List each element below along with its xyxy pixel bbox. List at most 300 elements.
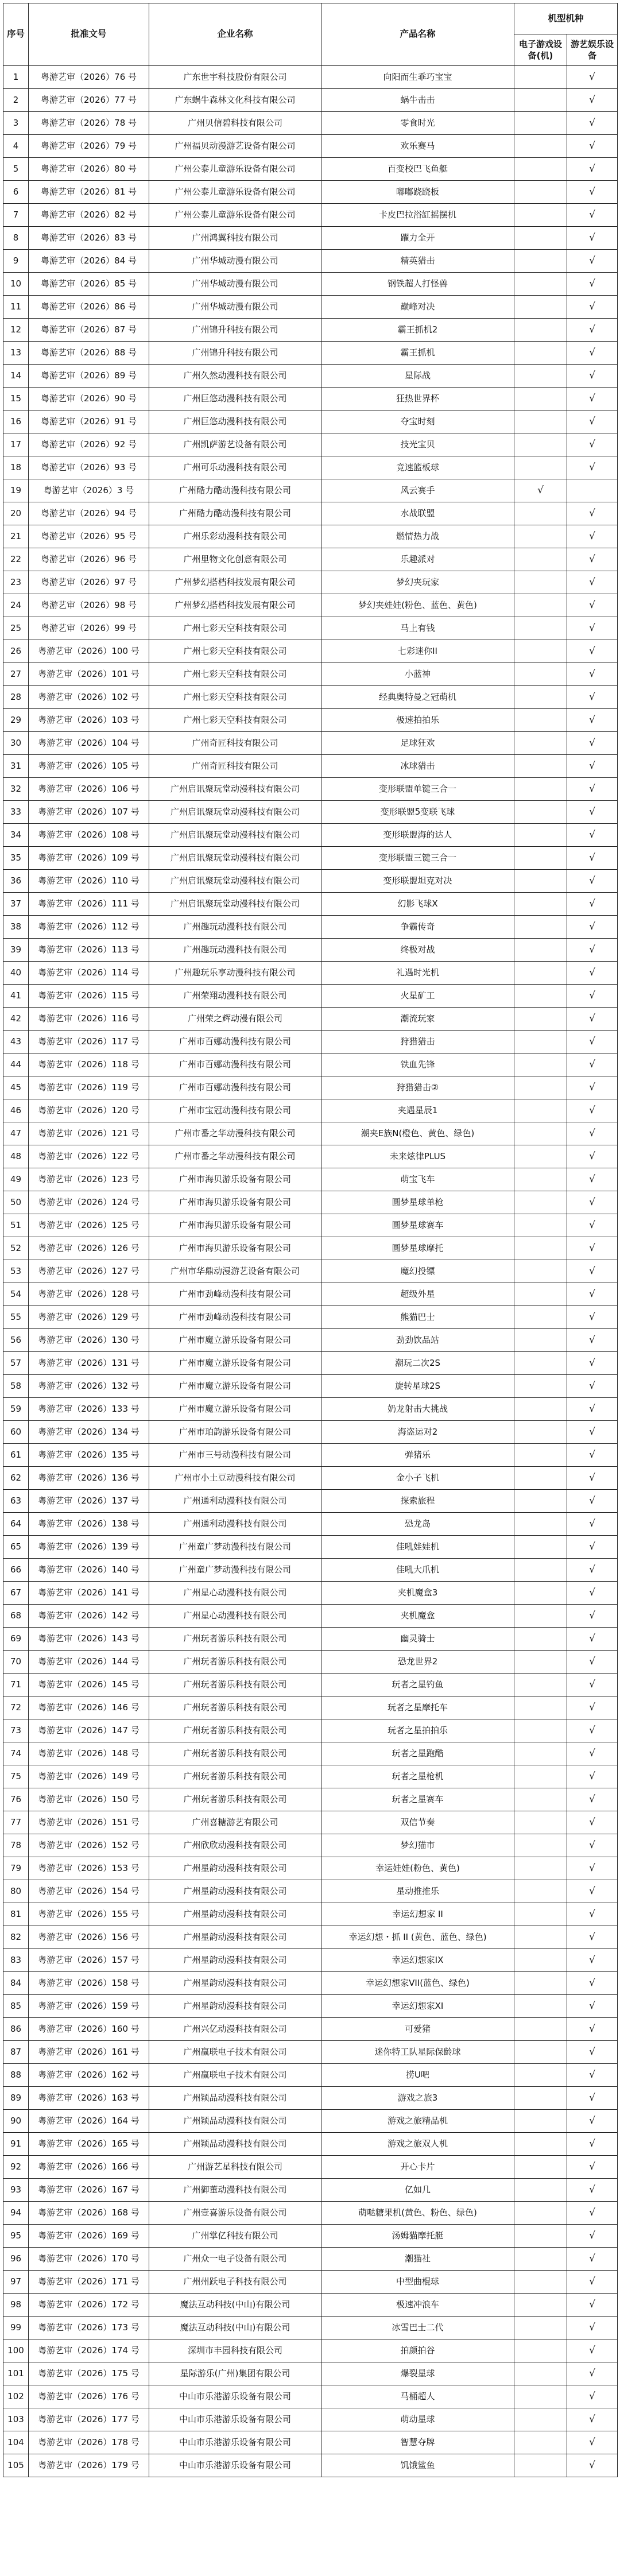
cell-product-name: 梦幻夹娃娃(粉色、蓝色、黄色) <box>321 594 514 617</box>
cell-company-name: 广州玩者游乐科技有限公司 <box>149 1651 321 1674</box>
table-row <box>3 1926 618 1949</box>
cell-approval-number: 粤游艺审（2026）126 号 <box>29 1237 149 1260</box>
table-row <box>3 112 618 135</box>
table-row <box>3 1352 618 1375</box>
cell-seq: 71 <box>3 1674 29 1696</box>
cell-approval-number: 粤游艺审（2026）143 号 <box>29 1628 149 1651</box>
cell-amusement-check: √ <box>567 1191 618 1214</box>
cell-product-name: 极速冲浪车 <box>321 2294 514 2317</box>
cell-seq: 61 <box>3 1444 29 1467</box>
cell-approval-number: 粤游艺审（2026）157 号 <box>29 1949 149 1972</box>
cell-electronic-check <box>514 2041 567 2064</box>
cell-seq: 11 <box>3 296 29 319</box>
cell-product-name: 旋转星球2S <box>321 1375 514 1398</box>
cell-amusement-check: √ <box>567 1972 618 1995</box>
table-row <box>3 273 618 296</box>
cell-seq: 15 <box>3 388 29 410</box>
cell-electronic-check <box>514 1903 567 1926</box>
cell-electronic-check <box>514 1536 567 1559</box>
cell-company-name: 广州久然动漫科技有限公司 <box>149 365 321 388</box>
cell-electronic-check <box>514 1490 567 1513</box>
cell-electronic-check <box>514 2110 567 2133</box>
table-row <box>3 2179 618 2202</box>
cell-approval-number: 粤游艺审（2026）89 号 <box>29 365 149 388</box>
cell-seq: 77 <box>3 1811 29 1834</box>
cell-electronic-check <box>514 1995 567 2018</box>
cell-approval-number: 粤游艺审（2026）128 号 <box>29 1283 149 1306</box>
table-row <box>3 2317 618 2339</box>
cell-product-name: 七彩迷你II <box>321 640 514 663</box>
cell-electronic-check <box>514 204 567 227</box>
header-amusement-device: 游艺娱乐设备 <box>567 34 618 66</box>
cell-amusement-check: √ <box>567 2179 618 2202</box>
cell-approval-number: 粤游艺审（2026）161 号 <box>29 2041 149 2064</box>
cell-product-name: 佳吼大爪机 <box>321 1559 514 1582</box>
cell-electronic-check <box>514 1008 567 1031</box>
cell-electronic-check <box>514 1605 567 1628</box>
cell-amusement-check: √ <box>567 2041 618 2064</box>
cell-seq: 81 <box>3 1903 29 1926</box>
table-row <box>3 1719 618 1742</box>
table-row <box>3 939 618 962</box>
cell-product-name: 玩者之星摩托车 <box>321 1696 514 1719</box>
cell-electronic-check <box>514 640 567 663</box>
cell-seq: 37 <box>3 893 29 916</box>
table-row <box>3 1559 618 1582</box>
table-row <box>3 847 618 870</box>
cell-electronic-check <box>514 158 567 181</box>
cell-seq: 46 <box>3 1099 29 1122</box>
cell-company-name: 广州酷力酷动漫科技有限公司 <box>149 479 321 502</box>
cell-electronic-check <box>514 1260 567 1283</box>
cell-seq: 104 <box>3 2431 29 2454</box>
cell-company-name: 广州星韵动漫科技有限公司 <box>149 1972 321 1995</box>
cell-electronic-check <box>514 1122 567 1145</box>
table-row <box>3 2271 618 2294</box>
cell-company-name: 广州鸿翼科技有限公司 <box>149 227 321 250</box>
cell-approval-number: 粤游艺审（2026）175 号 <box>29 2362 149 2385</box>
cell-seq: 53 <box>3 1260 29 1283</box>
cell-amusement-check: √ <box>567 1490 618 1513</box>
cell-product-name: 夹机魔盒3 <box>321 1582 514 1605</box>
cell-amusement-check: √ <box>567 1995 618 2018</box>
cell-company-name: 广州奇匠科技有限公司 <box>149 755 321 778</box>
cell-product-name: 星动推推乐 <box>321 1880 514 1903</box>
table-row <box>3 410 618 433</box>
cell-approval-number: 粤游艺审（2026）93 号 <box>29 456 149 479</box>
cell-company-name: 广东世宇科技股份有限公司 <box>149 66 321 89</box>
cell-amusement-check: √ <box>567 2408 618 2431</box>
cell-amusement-check: √ <box>567 1811 618 1834</box>
table-row <box>3 2041 618 2064</box>
cell-company-name: 广州市魔立游乐设备有限公司 <box>149 1352 321 1375</box>
table-row <box>3 296 618 319</box>
table-row <box>3 456 618 479</box>
cell-product-name: 圆梦星球摩托 <box>321 1237 514 1260</box>
cell-amusement-check: √ <box>567 1145 618 1168</box>
cell-company-name: 广州玩者游乐科技有限公司 <box>149 1696 321 1719</box>
cell-approval-number: 粤游艺审（2026）163 号 <box>29 2087 149 2110</box>
cell-company-name: 广州欣欣动漫科技有限公司 <box>149 1834 321 1857</box>
cell-company-name: 广州七彩天空科技有限公司 <box>149 663 321 686</box>
cell-amusement-check: √ <box>567 1949 618 1972</box>
cell-product-name: 变形联盟三键三合一 <box>321 847 514 870</box>
cell-seq: 62 <box>3 1467 29 1490</box>
cell-company-name: 广州童广梦动漫科技有限公司 <box>149 1559 321 1582</box>
cell-seq: 8 <box>3 227 29 250</box>
table-row <box>3 686 618 709</box>
cell-company-name: 广州众一电子设备有限公司 <box>149 2248 321 2271</box>
cell-approval-number: 粤游艺审（2026）170 号 <box>29 2248 149 2271</box>
table-row <box>3 663 618 686</box>
cell-product-name: 奶龙射击大挑战 <box>321 1398 514 1421</box>
cell-seq: 4 <box>3 135 29 158</box>
cell-seq: 18 <box>3 456 29 479</box>
cell-electronic-check <box>514 89 567 112</box>
cell-amusement-check: √ <box>567 1444 618 1467</box>
cell-product-name: 精英猎击 <box>321 250 514 273</box>
cell-approval-number: 粤游艺审（2026）76 号 <box>29 66 149 89</box>
cell-approval-number: 粤游艺审（2026）129 号 <box>29 1306 149 1329</box>
cell-company-name: 广州市番之华动漫科技有限公司 <box>149 1145 321 1168</box>
cell-amusement-check: √ <box>567 2018 618 2041</box>
cell-approval-number: 粤游艺审（2026）176 号 <box>29 2385 149 2408</box>
cell-company-name: 广州赢联电子技术有限公司 <box>149 2041 321 2064</box>
cell-electronic-check <box>514 1283 567 1306</box>
table-row <box>3 1214 618 1237</box>
cell-product-name: 钢铁超人打怪兽 <box>321 273 514 296</box>
cell-seq: 60 <box>3 1421 29 1444</box>
cell-electronic-check <box>514 2317 567 2339</box>
table-row <box>3 1099 618 1122</box>
cell-amusement-check: √ <box>567 1421 618 1444</box>
cell-electronic-check <box>514 1237 567 1260</box>
cell-electronic-check <box>514 1674 567 1696</box>
cell-approval-number: 粤游艺审（2026）135 号 <box>29 1444 149 1467</box>
cell-seq: 76 <box>3 1788 29 1811</box>
cell-approval-number: 粤游艺审（2026）109 号 <box>29 847 149 870</box>
cell-approval-number: 粤游艺审（2026）91 号 <box>29 410 149 433</box>
cell-company-name: 广州星韵动漫科技有限公司 <box>149 1926 321 1949</box>
cell-seq: 41 <box>3 985 29 1008</box>
cell-company-name: 广州星韵动漫科技有限公司 <box>149 1857 321 1880</box>
cell-product-name: 百变校巴飞鱼艇 <box>321 158 514 181</box>
table-row <box>3 1536 618 1559</box>
cell-electronic-check <box>514 1742 567 1765</box>
cell-product-name: 开心卡片 <box>321 2156 514 2179</box>
cell-company-name: 广州玩者游乐科技有限公司 <box>149 1674 321 1696</box>
cell-company-name: 广州玩者游乐科技有限公司 <box>149 1765 321 1788</box>
cell-seq: 29 <box>3 709 29 732</box>
cell-electronic-check <box>514 1398 567 1421</box>
cell-approval-number: 粤游艺审（2026）79 号 <box>29 135 149 158</box>
header-approval-number: 批准文号 <box>29 3 149 66</box>
cell-approval-number: 粤游艺审（2026）165 号 <box>29 2133 149 2156</box>
cell-seq: 85 <box>3 1995 29 2018</box>
cell-electronic-check <box>514 1651 567 1674</box>
cell-approval-number: 粤游艺审（2026）82 号 <box>29 204 149 227</box>
cell-product-name: 风云赛手 <box>321 479 514 502</box>
cell-approval-number: 粤游艺审（2026）140 号 <box>29 1559 149 1582</box>
cell-amusement-check: √ <box>567 2362 618 2385</box>
cell-product-name: 爆裂星球 <box>321 2362 514 2385</box>
cell-product-name: 萌哒糖果机(黄色、粉色、绿色) <box>321 2202 514 2225</box>
cell-company-name: 广州启讯聚玩堂动漫科技有限公司 <box>149 778 321 801</box>
cell-electronic-check <box>514 962 567 985</box>
table-row <box>3 388 618 410</box>
cell-amusement-check: √ <box>567 342 618 365</box>
cell-product-name: 幸运幻想家XI <box>321 1995 514 2018</box>
cell-seq: 103 <box>3 2408 29 2431</box>
cell-electronic-check <box>514 1811 567 1834</box>
cell-amusement-check: √ <box>567 1122 618 1145</box>
cell-company-name: 广州巨悠动漫科技有限公司 <box>149 410 321 433</box>
cell-product-name: 智慧夺牌 <box>321 2431 514 2454</box>
cell-company-name: 魔法互动科技(中山)有限公司 <box>149 2317 321 2339</box>
cell-electronic-check <box>514 2179 567 2202</box>
cell-product-name: 潮夹E族N(橙色、黄色、绿色) <box>321 1122 514 1145</box>
table-row <box>3 2339 618 2362</box>
table-row <box>3 1742 618 1765</box>
cell-product-name: 幸运娃娃(粉色、黄色) <box>321 1857 514 1880</box>
cell-company-name: 广州市小土豆动漫科技有限公司 <box>149 1467 321 1490</box>
cell-product-name: 水战联盟 <box>321 502 514 525</box>
cell-company-name: 广州荣翔动漫科技有限公司 <box>149 985 321 1008</box>
cell-company-name: 广州市劲峰动漫科技有限公司 <box>149 1283 321 1306</box>
cell-company-name: 广州市百娜动漫科技有限公司 <box>149 1031 321 1053</box>
cell-approval-number: 粤游艺审（2026）130 号 <box>29 1329 149 1352</box>
cell-approval-number: 粤游艺审（2026）131 号 <box>29 1352 149 1375</box>
cell-company-name: 广州奇匠科技有限公司 <box>149 732 321 755</box>
cell-company-name: 中山市乐港游乐设备有限公司 <box>149 2431 321 2454</box>
cell-company-name: 魔法互动科技(中山)有限公司 <box>149 2294 321 2317</box>
cell-product-name: 玩者之星跑酷 <box>321 1742 514 1765</box>
cell-product-name: 星际战 <box>321 365 514 388</box>
cell-approval-number: 粤游艺审（2026）87 号 <box>29 319 149 342</box>
cell-product-name: 迷你特工队星际保龄球 <box>321 2041 514 2064</box>
cell-seq: 56 <box>3 1329 29 1352</box>
cell-product-name: 玩者之星拍拍乐 <box>321 1719 514 1742</box>
cell-product-name: 零食时光 <box>321 112 514 135</box>
cell-company-name: 广州锦升科技有限公司 <box>149 342 321 365</box>
cell-amusement-check: √ <box>567 686 618 709</box>
cell-electronic-check <box>514 985 567 1008</box>
cell-electronic-check <box>514 1765 567 1788</box>
cell-seq: 75 <box>3 1765 29 1788</box>
header-machine-type: 机型机种 <box>514 3 618 34</box>
table-row <box>3 158 618 181</box>
cell-amusement-check: √ <box>567 1582 618 1605</box>
cell-electronic-check <box>514 755 567 778</box>
cell-amusement-check: √ <box>567 1076 618 1099</box>
cell-approval-number: 粤游艺审（2026）124 号 <box>29 1191 149 1214</box>
cell-amusement-check: √ <box>567 1237 618 1260</box>
cell-seq: 48 <box>3 1145 29 1168</box>
cell-electronic-check <box>514 1306 567 1329</box>
cell-product-name: 幸运幻想家IX <box>321 1949 514 1972</box>
table-body <box>3 66 618 2477</box>
cell-approval-number: 粤游艺审（2026）103 号 <box>29 709 149 732</box>
cell-product-name: 幻影飞球X <box>321 893 514 916</box>
cell-product-name: 躍力全开 <box>321 227 514 250</box>
cell-product-name: 捞U吧 <box>321 2064 514 2087</box>
cell-approval-number: 粤游艺审（2026）138 号 <box>29 1513 149 1536</box>
cell-amusement-check: √ <box>567 2202 618 2225</box>
cell-electronic-check <box>514 433 567 456</box>
cell-electronic-check <box>514 916 567 939</box>
cell-company-name: 广州里物文化创意有限公司 <box>149 548 321 571</box>
cell-electronic-check <box>514 1880 567 1903</box>
cell-approval-number: 粤游艺审（2026）167 号 <box>29 2179 149 2202</box>
cell-seq: 67 <box>3 1582 29 1605</box>
cell-approval-number: 粤游艺审（2026）107 号 <box>29 801 149 824</box>
cell-electronic-check <box>514 617 567 640</box>
cell-amusement-check: √ <box>567 1260 618 1283</box>
cell-electronic-check <box>514 1168 567 1191</box>
cell-seq: 36 <box>3 870 29 893</box>
table-row <box>3 1306 618 1329</box>
cell-amusement-check: √ <box>567 778 618 801</box>
cell-amusement-check: √ <box>567 1788 618 1811</box>
cell-product-name: 可爱猪 <box>321 2018 514 2041</box>
cell-approval-number: 粤游艺审（2026）137 号 <box>29 1490 149 1513</box>
table-row <box>3 1008 618 1031</box>
cell-company-name: 广州星韵动漫科技有限公司 <box>149 1949 321 1972</box>
cell-seq: 100 <box>3 2339 29 2362</box>
cell-amusement-check: √ <box>567 2248 618 2271</box>
table-row <box>3 250 618 273</box>
cell-product-name: 圆梦星球赛车 <box>321 1214 514 1237</box>
cell-electronic-check <box>514 1628 567 1651</box>
cell-amusement-check: √ <box>567 204 618 227</box>
cell-amusement-check: √ <box>567 1398 618 1421</box>
cell-seq: 44 <box>3 1053 29 1076</box>
cell-electronic-check <box>514 1467 567 1490</box>
cell-amusement-check: √ <box>567 319 618 342</box>
cell-product-name: 足球狂欢 <box>321 732 514 755</box>
cell-amusement-check: √ <box>567 2431 618 2454</box>
cell-seq: 78 <box>3 1834 29 1857</box>
cell-company-name: 广州御董动漫科技有限公司 <box>149 2179 321 2202</box>
cell-approval-number: 粤游艺审（2026）179 号 <box>29 2454 149 2477</box>
cell-electronic-check <box>514 2248 567 2271</box>
cell-seq: 17 <box>3 433 29 456</box>
cell-electronic-check <box>514 1559 567 1582</box>
cell-amusement-check: √ <box>567 1719 618 1742</box>
table-row <box>3 985 618 1008</box>
cell-company-name: 广州启讯聚玩堂动漫科技有限公司 <box>149 870 321 893</box>
cell-seq: 54 <box>3 1283 29 1306</box>
table-row <box>3 1053 618 1076</box>
cell-electronic-check <box>514 1191 567 1214</box>
cell-product-name: 狩猎猎击 <box>321 1031 514 1053</box>
cell-amusement-check: √ <box>567 617 618 640</box>
cell-seq: 40 <box>3 962 29 985</box>
cell-seq: 9 <box>3 250 29 273</box>
cell-seq: 86 <box>3 2018 29 2041</box>
cell-approval-number: 粤游艺审（2026）158 号 <box>29 1972 149 1995</box>
cell-company-name: 广州市宝冠动漫科技有限公司 <box>149 1099 321 1122</box>
table-row <box>3 1903 618 1926</box>
cell-amusement-check: √ <box>567 1214 618 1237</box>
cell-seq: 34 <box>3 824 29 847</box>
cell-approval-number: 粤游艺审（2026）136 号 <box>29 1467 149 1490</box>
cell-seq: 25 <box>3 617 29 640</box>
cell-amusement-check: √ <box>567 273 618 296</box>
table-row <box>3 1467 618 1490</box>
cell-amusement-check: √ <box>567 2087 618 2110</box>
table-row <box>3 2385 618 2408</box>
cell-amusement-check: √ <box>567 1834 618 1857</box>
cell-product-name: 玩者之星枪机 <box>321 1765 514 1788</box>
cell-seq: 12 <box>3 319 29 342</box>
cell-product-name: 恐龙岛 <box>321 1513 514 1536</box>
table-row <box>3 525 618 548</box>
cell-seq: 38 <box>3 916 29 939</box>
cell-amusement-check: √ <box>567 296 618 319</box>
cell-product-name: 巅峰对决 <box>321 296 514 319</box>
table-row <box>3 755 618 778</box>
cell-seq: 10 <box>3 273 29 296</box>
cell-amusement-check: √ <box>567 1168 618 1191</box>
cell-company-name: 广州市魔立游乐设备有限公司 <box>149 1398 321 1421</box>
cell-product-name: 汤姆猫摩托艇 <box>321 2225 514 2248</box>
cell-approval-number: 粤游艺审（2026）133 号 <box>29 1398 149 1421</box>
cell-amusement-check: √ <box>567 2317 618 2339</box>
table-row <box>3 1788 618 1811</box>
cell-amusement-check: √ <box>567 89 618 112</box>
cell-electronic-check <box>514 250 567 273</box>
cell-product-name: 幽灵骑士 <box>321 1628 514 1651</box>
cell-product-name: 梦幻猫市 <box>321 1834 514 1857</box>
table-row <box>3 1880 618 1903</box>
cell-amusement-check: √ <box>567 2339 618 2362</box>
table-row <box>3 1674 618 1696</box>
cell-approval-number: 粤游艺审（2026）121 号 <box>29 1122 149 1145</box>
cell-product-name: 亿如几 <box>321 2179 514 2202</box>
cell-amusement-check: √ <box>567 847 618 870</box>
cell-company-name: 广州颖品动漫科技有限公司 <box>149 2110 321 2133</box>
cell-amusement-check: √ <box>567 985 618 1008</box>
cell-seq: 6 <box>3 181 29 204</box>
table-row <box>3 1857 618 1880</box>
cell-electronic-check <box>514 2294 567 2317</box>
cell-approval-number: 粤游艺审（2026）141 号 <box>29 1582 149 1605</box>
cell-approval-number: 粤游艺审（2026）112 号 <box>29 916 149 939</box>
cell-company-name: 广州星韵动漫科技有限公司 <box>149 1995 321 2018</box>
table-row <box>3 89 618 112</box>
cell-seq: 63 <box>3 1490 29 1513</box>
cell-electronic-check <box>514 2156 567 2179</box>
cell-company-name: 广州玩者游乐科技有限公司 <box>149 1719 321 1742</box>
cell-amusement-check: √ <box>567 1467 618 1490</box>
table-row <box>3 2110 618 2133</box>
cell-company-name: 广州市海贝游乐设备有限公司 <box>149 1214 321 1237</box>
cell-company-name: 广州巨悠动漫科技有限公司 <box>149 388 321 410</box>
header-electronic-game: 电子游戏设备(机) <box>514 34 567 66</box>
table-row <box>3 2202 618 2225</box>
cell-electronic-check <box>514 319 567 342</box>
table-row <box>3 1811 618 1834</box>
table-row <box>3 66 618 89</box>
cell-product-name: 饥饿鲨鱼 <box>321 2454 514 2477</box>
cell-approval-number: 粤游艺审（2026）88 号 <box>29 342 149 365</box>
cell-company-name: 广州锦升科技有限公司 <box>149 319 321 342</box>
cell-company-name: 广州星心动漫科技有限公司 <box>149 1582 321 1605</box>
cell-amusement-check: √ <box>567 1053 618 1076</box>
table-row <box>3 365 618 388</box>
table-row <box>3 732 618 755</box>
